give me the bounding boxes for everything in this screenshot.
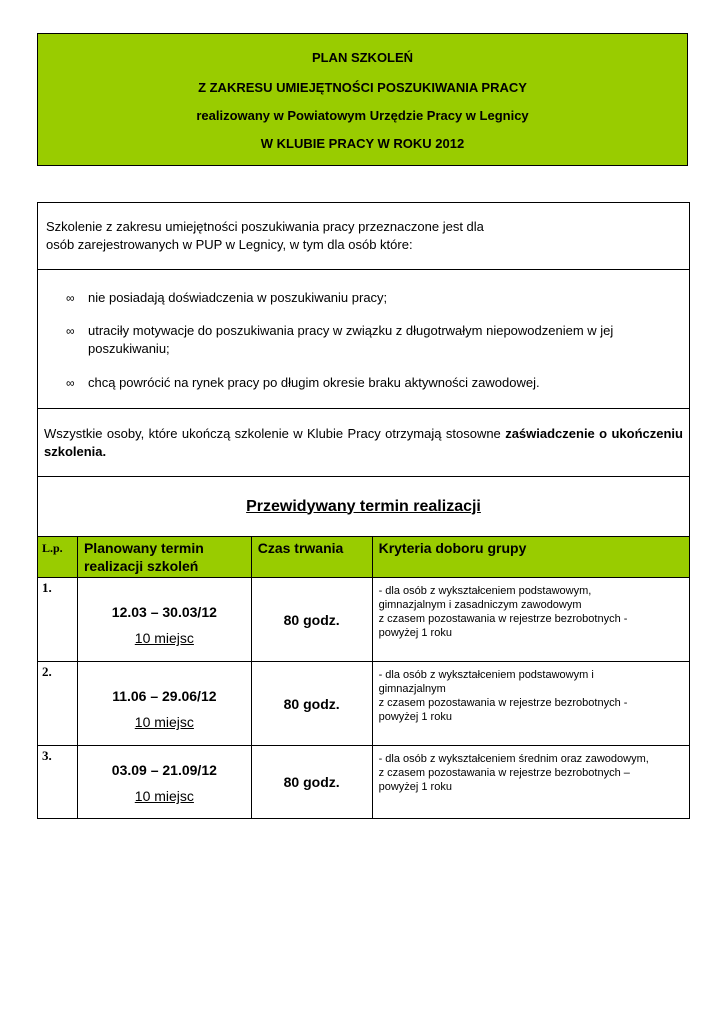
row-dates-cell [77, 746, 251, 819]
intro-line-2: osób zarejestrowanych w PUP w Legnicy, w tym dla osób które: [46, 237, 413, 252]
header-box [37, 33, 688, 166]
row-criteria: - dla osób z wykształceniem średnim oraz zawodowym, z czasem pozostawania w rejestrze bezrobotnych – powyżej 1 roku [372, 746, 689, 819]
schedule-title: Przewidywany termin realizacji [38, 477, 690, 537]
row-number: 2. [38, 662, 78, 746]
header-lp: L.p. [38, 537, 78, 578]
infinity-bullet-icon: ∞ [66, 324, 75, 338]
header-organization: realizowany w Powiatowym Urzędzie Pracy w Legnicy [196, 108, 529, 123]
header-year: W KLUBIE PRACY W ROKU 2012 [260, 136, 465, 151]
header-criteria: Kryteria doboru grupy [372, 537, 689, 578]
row-dates: 11.06 – 29.06/12 [112, 688, 217, 704]
target-group-list [38, 270, 690, 409]
row-places: 10 miejsc [134, 630, 194, 646]
row-number: 1. [38, 578, 78, 662]
row-criteria: - dla osób z wykształceniem podstawowym i gimnazjalnym z czasem pozostawania w rejestrze bezrobotnych - powyżej 1 roku [372, 662, 689, 746]
intro-line-1: Szkolenie z zakresu umiejętności poszukiwania pracy przeznaczone jest dla [46, 219, 484, 234]
table-row [38, 746, 690, 819]
header-subtitle: Z ZAKRESU UMIEJĘTNOŚCI POSZUKIWANIA PRACY [198, 80, 527, 95]
list-item: ∞ utraciły motywacje do poszukiwania pracy w związku z długotrwałym niepowodzeniem w jej poszukiwaniu; [66, 323, 614, 356]
certificate-note: Wszystkie osoby, które ukończą szkolenie w Klubie Pracy otrzymają stosowne zaświadczenie o ukończeniu szkolenia. [38, 409, 690, 477]
header-title: PLAN SZKOLEŃ [311, 50, 414, 65]
row-hours: 80 godz. [251, 578, 372, 662]
row-dates-cell [77, 578, 251, 662]
row-hours: 80 godz. [251, 662, 372, 746]
row-dates: 12.03 – 30.03/12 [111, 604, 217, 620]
infinity-bullet-icon: ∞ [66, 291, 75, 305]
list-item: ∞ nie posiadają doświadczenia w poszukiwaniu pracy; [66, 290, 388, 305]
intro-text [38, 203, 690, 270]
table-header-row [38, 537, 690, 578]
row-places: 10 miejsc [134, 788, 194, 804]
row-criteria: - dla osób z wykształceniem podstawowym, gimnazjalnym i zasadniczym zawodowym z czasem pozostawania w rejestrze bezrobotnych - powyżej 1 roku [372, 578, 689, 662]
row-hours: 80 godz. [251, 746, 372, 819]
training-plan-table [37, 202, 690, 819]
list-item: ∞ chcą powrócić na rynek pracy po długim okresie braku aktywności zawodowej. [66, 375, 540, 390]
row-places: 10 miejsc [134, 714, 194, 730]
infinity-bullet-icon: ∞ [66, 376, 75, 390]
row-dates-cell [77, 662, 251, 746]
row-number: 3. [38, 746, 78, 819]
header-duration: Czas trwania [251, 537, 372, 578]
header-term: Planowany termin realizacji szkoleń [77, 537, 251, 578]
certificate-emphasis: zaświadczenie o ukończeniu szkolenia. [44, 425, 683, 459]
table-row [38, 662, 690, 746]
row-dates: 03.09 – 21.09/12 [111, 762, 217, 778]
table-row [38, 578, 690, 662]
